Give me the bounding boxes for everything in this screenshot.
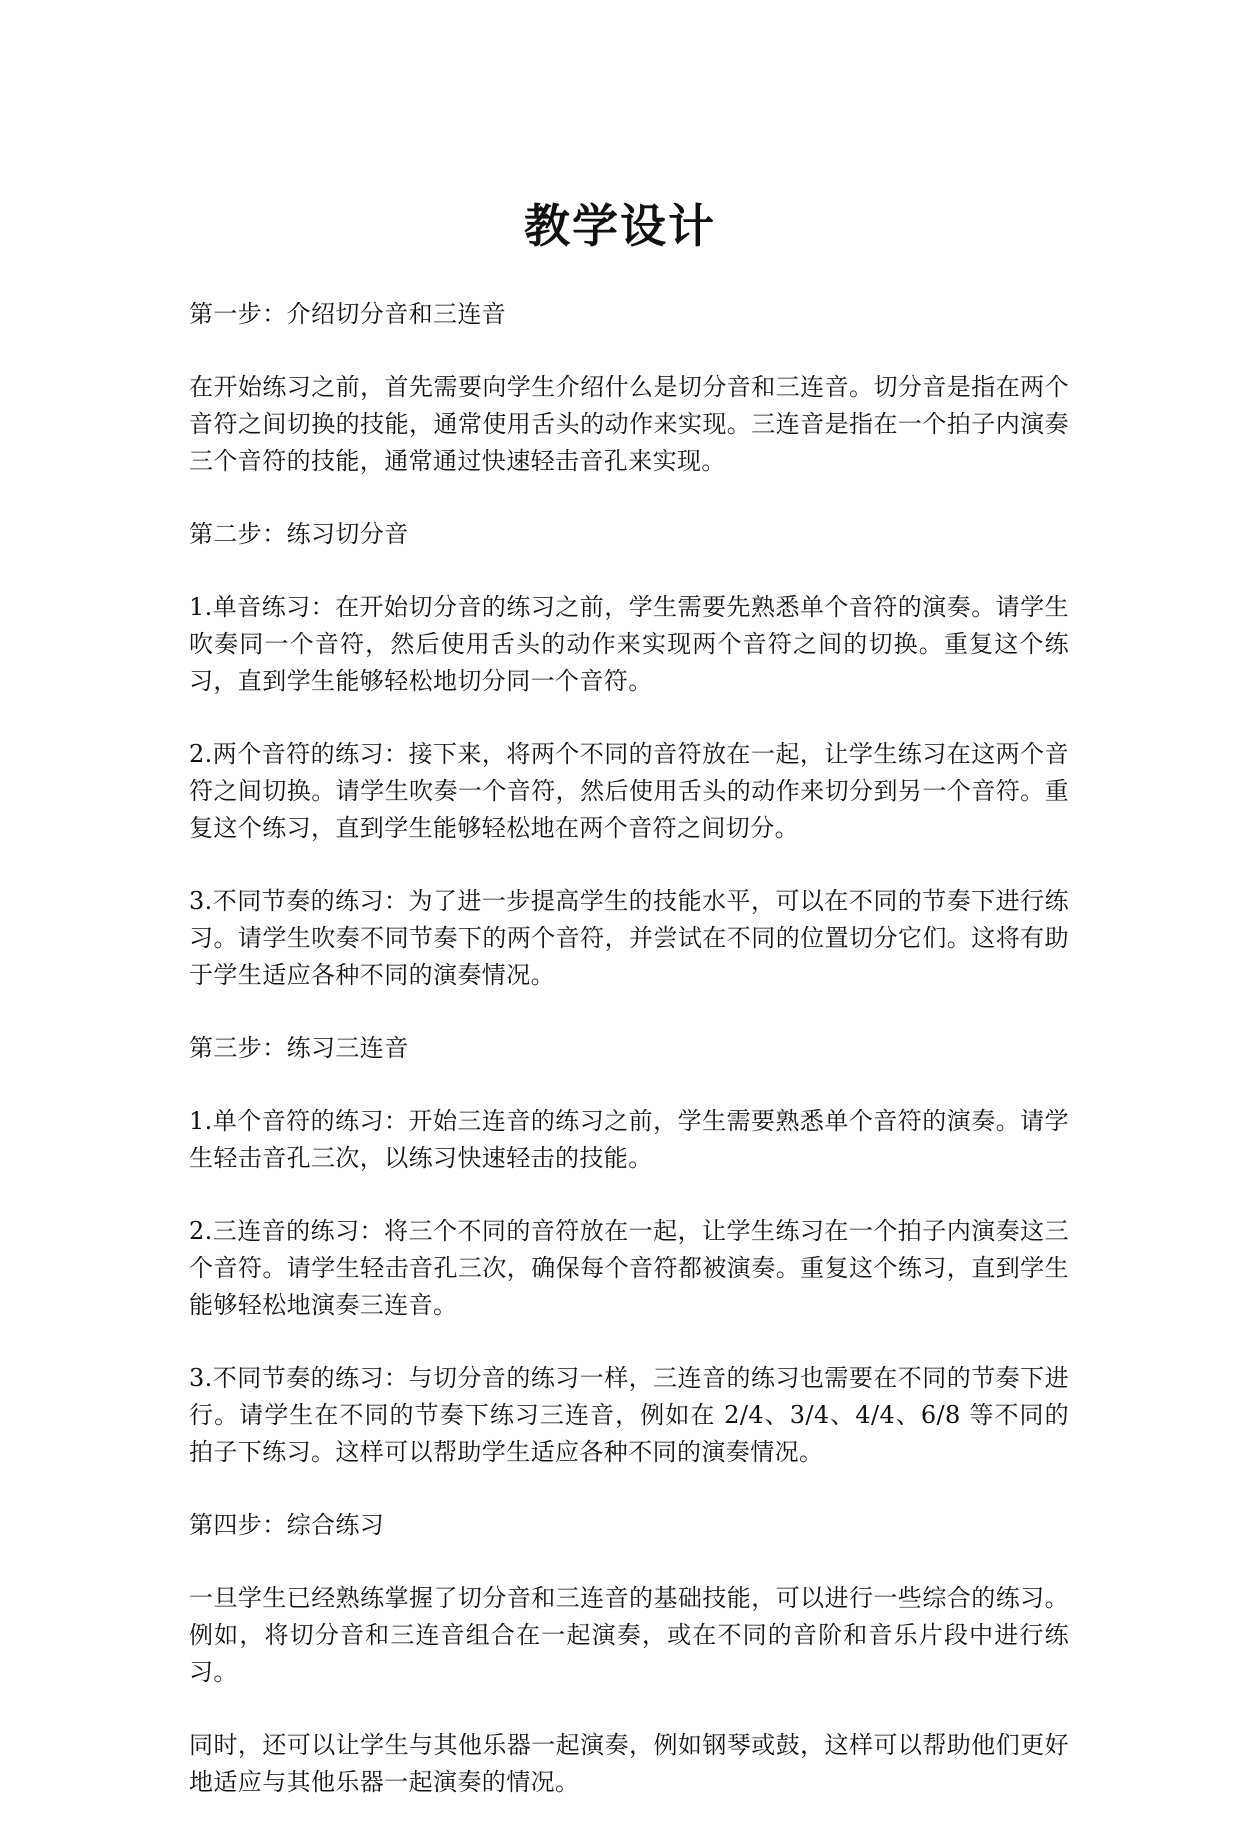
- section-heading-step-1: 第一步：介绍切分音和三连音: [189, 300, 507, 328]
- paragraph-step3-item1: 1.单个音符的练习：开始三连音的练习之前，学生需要熟悉单个音符的演奏。请学生轻击音孔三次，以练习快速轻击的技能。: [189, 1107, 1069, 1172]
- paragraph-step2-item1: 1.单音练习：在开始切分音的练习之前，学生需要先熟悉单个音符的演奏。请学生吹奏同一个音符，然后使用舌头的动作来实现两个音符之间的切换。重复这个练习，直到学生能够轻松地切分同一个音符。: [189, 593, 1069, 695]
- paragraph-step2-item3: 3.不同节奏的练习：为了进一步提高学生的技能水平，可以在不同的节奏下进行练习。请学生吹奏不同节奏下的两个音符，并尝试在不同的位置切分它们。这将有助于学生适应各种不同的演奏情况。: [189, 887, 1069, 989]
- document-title: 教学设计: [524, 199, 716, 253]
- section-heading-step-3: 第三步：练习三连音: [189, 1034, 409, 1062]
- paragraph-step2-item2: 2.两个音符的练习：接下来，将两个不同的音符放在一起，让学生练习在这两个音符之间切换。请学生吹奏一个音符，然后使用舌头的动作来切分到另一个音符。重复这个练习，直到学生能够轻松地在两个音符之间切分。: [189, 740, 1069, 842]
- paragraph-step4-item2: 同时，还可以让学生与其他乐器一起演奏，例如钢琴或鼓，这样可以帮助他们更好地适应与其他乐器一起演奏的情况。: [189, 1731, 1069, 1796]
- section-heading-step-2: 第二步：练习切分音: [189, 520, 409, 548]
- paragraph-step3-item3: 3.不同节奏的练习：与切分音的练习一样，三连音的练习也需要在不同的节奏下进行。请学生在不同的节奏下练习三连音，例如在 2/4、3/4、4/4、6/8 等不同的拍子下练习。这样可以帮助学生适应各种不同的演奏情况。: [189, 1364, 1069, 1466]
- section-heading-step-4: 第四步：综合练习: [189, 1511, 385, 1539]
- paragraph-step4-item1: 一旦学生已经熟练掌握了切分音和三连音的基础技能，可以进行一些综合的练习。例如，将切分音和三连音组合在一起演奏，或在不同的音阶和音乐片段中进行练习。: [189, 1584, 1069, 1686]
- document-body: [189, 296, 1069, 1837]
- paragraph-intro: 在开始练习之前，首先需要向学生介绍什么是切分音和三连音。切分音是指在两个音符之间切换的技能，通常使用舌头的动作来实现。三连音是指在一个拍子内演奏三个音符的技能，通常通过快速轻击音孔来实现。: [189, 373, 1069, 475]
- paragraph-step3-item2: 2.三连音的练习：将三个不同的音符放在一起，让学生练习在一个拍子内演奏这三个音符。请学生轻击音孔三次，确保每个音符都被演奏。重复这个练习，直到学生能够轻松地演奏三连音。: [189, 1217, 1069, 1319]
